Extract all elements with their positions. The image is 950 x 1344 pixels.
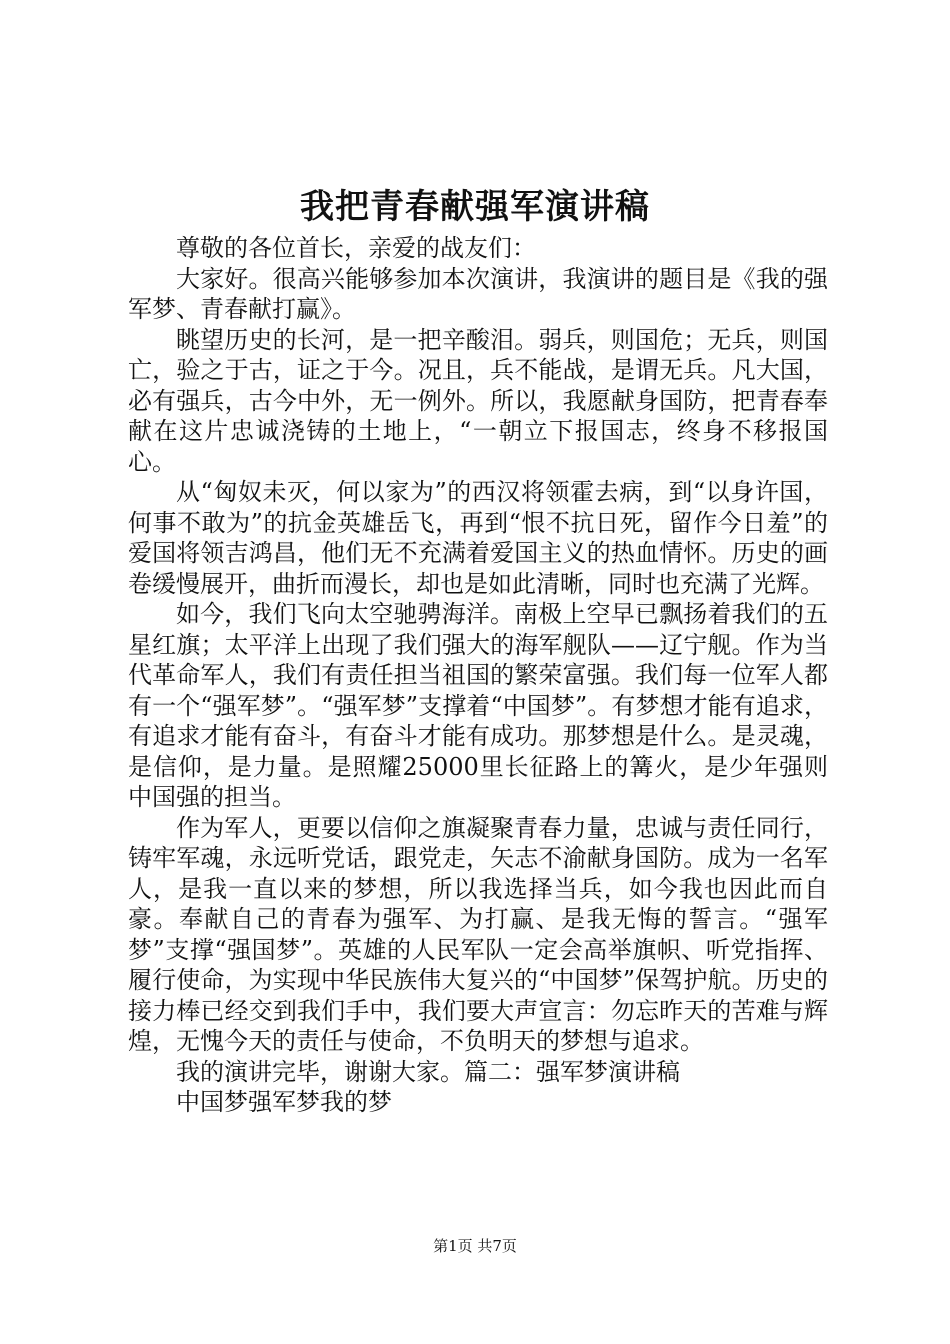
paragraph-opening: 大家好。很高兴能够参加本次演讲，我演讲的题目是《我的强军梦、青春献打赢》。 [128,264,828,323]
paragraph-salutation: 尊敬的各位首长，亲爱的战友们： [176,234,536,262]
document-title: 我把青春献强军演讲稿 [300,187,650,227]
paragraph-next-title: 中国梦强军梦我的梦 [176,1088,392,1116]
page-number-footer: 第1页 共7页 [433,1237,517,1255]
paragraph-dream: 如今，我们飞向太空驰骋海洋。南极上空早已飘扬着我们的五星红旗；太平洋上出现了我们强大的海军舰队——辽宁舰。作为当代革命军人，我们有责任担当祖国的繁荣富强。我们每一位军人都有一个“强军梦”。“强军梦”支撑着“中国梦”。有梦想才能有追求，有追求才能有奋斗，有奋斗才能有成功。那梦想是什么。是灵魂，是信仰，是力量。是照耀25000里长征路上的篝火，是少年强则中国强的担当。 [128,600,828,811]
paragraph-history: 眺望历史的长河，是一把辛酸泪。弱兵，则国危；无兵，则国亡，验之于古，证之于今。况且，兵不能战，是谓无兵。凡大国，必有强兵，古今中外，无一例外。所以，我愿献身国防，把青春奉献在这片忠诚浇铸的土地上，“一朝立下报国志，终身不移报国心。 [128,325,828,476]
paragraph-heroes: 从“匈奴未灭，何以家为”的西汉将领霍去病，到“以身许国，何事不敢为”的抗金英雄岳飞，再到“恨不抗日死，留作今日羞”的爱国将领吉鸿昌，他们无不充满着爱国主义的热血情怀。历史的画卷缓慢展开，曲折而漫长，却也是如此清晰，同时也充满了光辉。 [128,478,828,598]
paragraph-closing: 我的演讲完毕，谢谢大家。篇二：强军梦演讲稿 [176,1057,680,1086]
paragraph-soldier: 作为军人，更要以信仰之旗凝聚青春力量，忠诚与责任同行，铸牢军魂，永远听党话，跟党走，矢志不渝献身国防。成为一名军人，是我一直以来的梦想，所以我选择当兵，如今我也因此而自豪。奉献自己的青春为强军、为打赢、是我无悔的誓言。“强军梦”支撑“强国梦”。英雄的人民军队一定会高举旗帜、听党指挥、履行使命，为实现中华民族伟大复兴的“中国梦”保驾护航。历史的接力棒已经交到我们手中，我们要大声宣言：勿忘昨天的苦难与辉煌，无愧今天的责任与使命，不负明天的梦想与追求。 [128,813,828,1055]
document-body [128,233,828,1118]
